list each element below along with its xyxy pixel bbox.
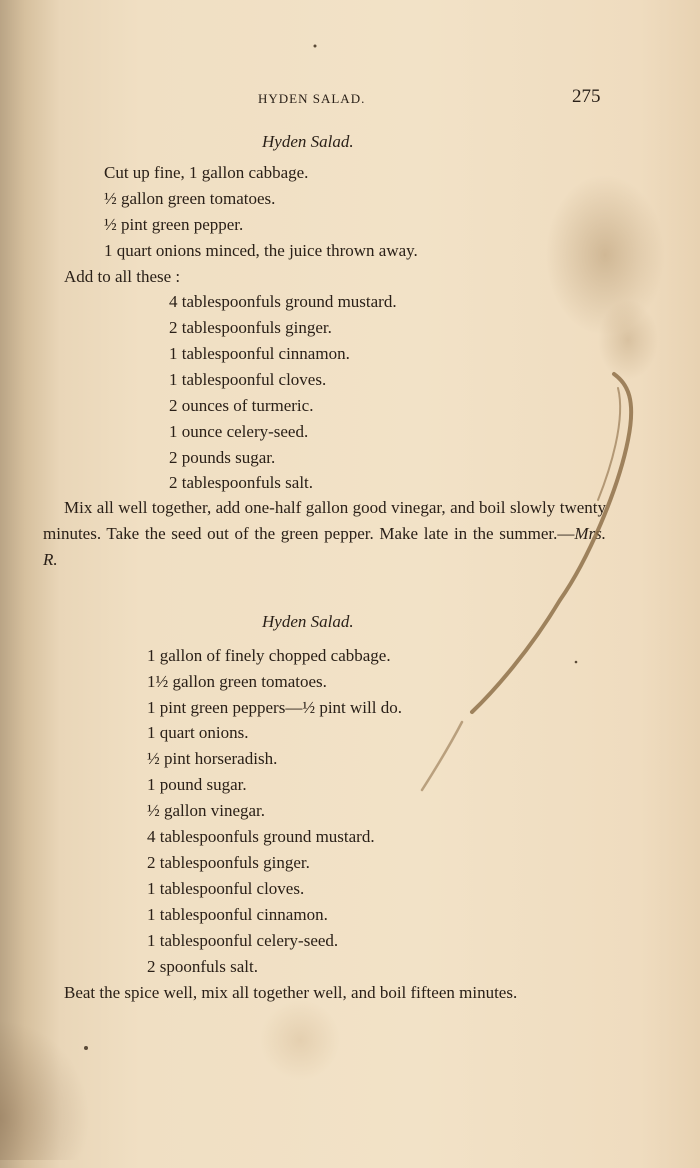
- ingredient-line: 1 pound sugar.: [147, 775, 247, 794]
- spice-line: 2 tablespoonfuls salt.: [169, 473, 314, 492]
- pencil-stroke: [472, 374, 631, 712]
- ingredient-line: 1 gallon of finely chopped cabbage.: [147, 646, 391, 665]
- ingredient-line: 1 tablespoonful cloves.: [147, 879, 305, 898]
- ingredient-line: 1 quart onions minced, the juice thrown away.: [104, 241, 418, 260]
- ingredient-line: 1½ gallon green tomatoes.: [147, 672, 327, 691]
- recipe-title: Hyden Salad.: [262, 612, 354, 631]
- ingredient-line: 2 spoonfuls salt.: [147, 957, 258, 976]
- pencil-stroke: [422, 722, 462, 790]
- ingredient-line: ½ gallon green tomatoes.: [104, 189, 276, 208]
- recipe-title: Hyden Salad.: [262, 132, 354, 151]
- spice-line: 4 tablespoonfuls ground mustard.: [169, 292, 397, 311]
- ingredient-line: 2 tablespoonfuls ginger.: [147, 853, 310, 872]
- page-number: 275: [572, 86, 601, 107]
- ingredient-line: ½ pint green pepper.: [104, 215, 244, 234]
- ingredient-line: 1 quart onions.: [147, 723, 249, 742]
- spice-line: 2 tablespoonfuls ginger.: [169, 318, 332, 337]
- spice-line: 2 ounces of turmeric.: [169, 396, 314, 415]
- spice-line: 1 ounce celery-seed.: [169, 422, 309, 441]
- ink-speck: [314, 45, 317, 48]
- spice-line: 2 pounds sugar.: [169, 448, 276, 467]
- ingredient-line: 1 tablespoonful cinnamon.: [147, 905, 328, 924]
- ingredient-line: ½ pint horseradish.: [147, 749, 278, 768]
- instructions-text: Mix all well together, add one-half gallon good vinegar, and boil slowly twenty minutes. Take the seed out of the green pepper. Make late in the summer.—: [43, 498, 606, 543]
- recipe-instructions: Beat the spice well, mix all together well, and boil fifteen minutes.: [64, 983, 518, 1002]
- running-title: HYDEN SALAD.: [258, 91, 366, 106]
- ingredient-line: 4 tablespoonfuls ground mustard.: [147, 827, 375, 846]
- ink-speck: [84, 1046, 88, 1050]
- ink-speck: [575, 661, 578, 664]
- ingredient-line: Cut up fine, 1 gallon cabbage.: [104, 163, 309, 182]
- ingredient-line: 1 tablespoonful celery-seed.: [147, 931, 339, 950]
- add-line: Add to all these :: [64, 267, 181, 286]
- spice-line: 1 tablespoonful cinnamon.: [169, 344, 350, 363]
- ingredient-line: ½ gallon vinegar.: [147, 801, 266, 820]
- spice-line: 1 tablespoonful cloves.: [169, 370, 327, 389]
- attribution: Mrs. R.: [43, 524, 606, 569]
- ingredient-line: 1 pint green peppers—½ pint will do.: [147, 698, 402, 717]
